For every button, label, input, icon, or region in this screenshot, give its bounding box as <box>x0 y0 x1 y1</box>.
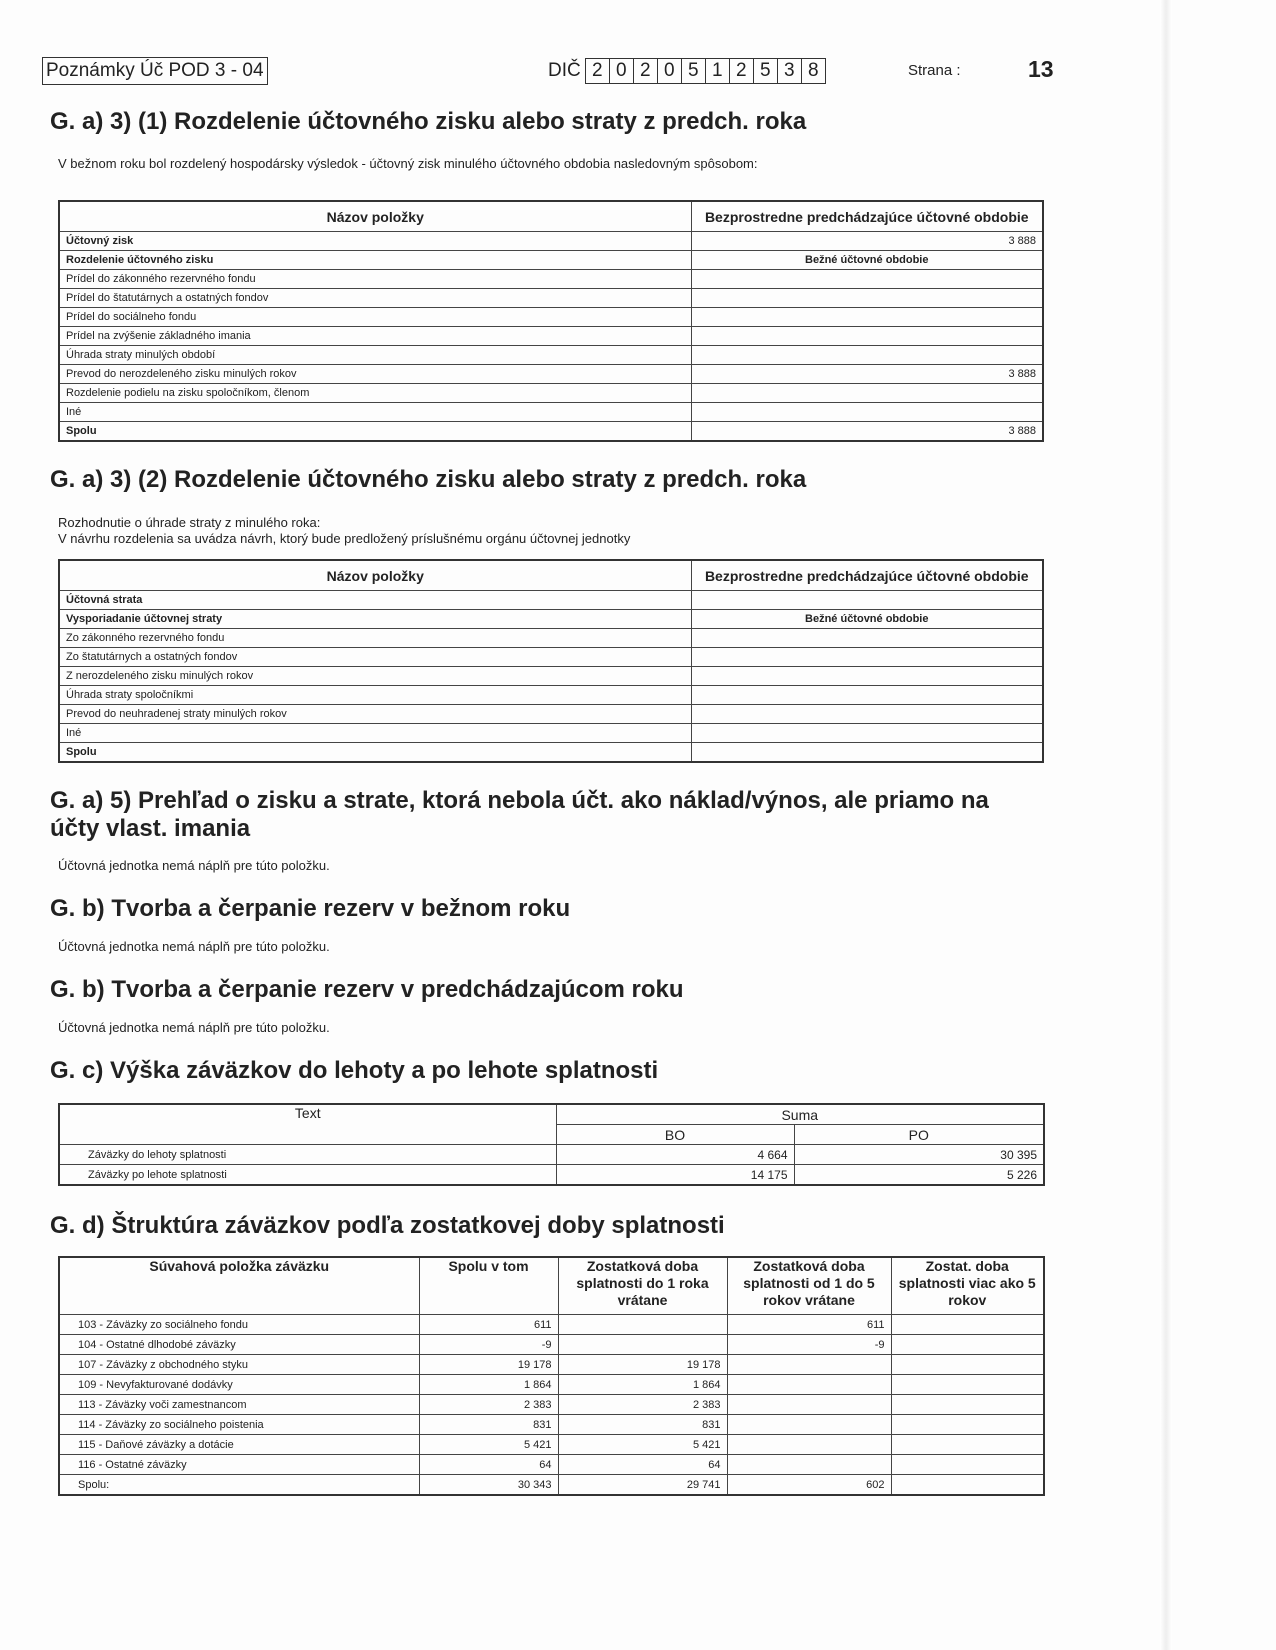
row-value <box>691 591 1043 610</box>
amount-cell <box>727 1355 891 1375</box>
row-value <box>691 686 1043 705</box>
row-label: 109 - Nevyfakturované dodávky <box>59 1375 419 1395</box>
table-row <box>59 1145 1044 1165</box>
section-title: G. b) Tvorba a čerpanie rezerv v bežnom roku <box>50 895 571 922</box>
col-header: Názov položky <box>59 560 691 591</box>
dic-digits <box>585 58 826 84</box>
amount-cell <box>891 1455 1044 1475</box>
amount-cell: 5 421 <box>419 1435 558 1455</box>
amount-cell <box>727 1395 891 1415</box>
amount-cell: 2 383 <box>558 1395 727 1415</box>
row-value <box>691 743 1043 763</box>
section-note: Účtovná jednotka nemá náplň pre túto položku. <box>58 1020 330 1035</box>
section-note: V bežnom roku bol rozdelený hospodársky výsledok - účtovný zisk minulého účtovného obdobia nasledovným spôsobom: <box>58 156 758 171</box>
amount-cell <box>727 1415 891 1435</box>
table-row <box>59 1455 1044 1475</box>
row-label: Rozdelenie účtovného zisku <box>59 251 691 270</box>
dic-digit: 1 <box>706 59 730 83</box>
amount-cell: 5 421 <box>558 1435 727 1455</box>
amount-cell <box>558 1315 727 1335</box>
row-value: Bežné účtovné obdobie <box>691 251 1043 270</box>
row-label: 103 - Záväzky zo sociálneho fondu <box>59 1315 419 1335</box>
loss-settlement-table <box>58 559 1044 763</box>
dic-digit: 2 <box>634 59 658 83</box>
row-label: 114 - Záväzky zo sociálneho poistenia <box>59 1415 419 1435</box>
amount-cell: 19 178 <box>558 1355 727 1375</box>
row-label: Záväzky po lehote splatnosti <box>59 1165 556 1186</box>
amount-cell <box>891 1395 1044 1415</box>
row-value <box>691 724 1043 743</box>
row-value <box>691 705 1043 724</box>
table-row <box>59 384 1043 403</box>
row-label: Účtovná strata <box>59 591 691 610</box>
dic-digit: 8 <box>807 60 819 81</box>
row-value <box>691 648 1043 667</box>
amount-cell: 19 178 <box>419 1355 558 1375</box>
row-label: 107 - Záväzky z obchodného styku <box>59 1355 419 1375</box>
amount-cell <box>727 1375 891 1395</box>
row-value <box>691 403 1043 422</box>
row-label: Prídel na zvýšenie základného imania <box>59 327 691 346</box>
table-row <box>59 232 1043 251</box>
table-row <box>59 743 1043 763</box>
row-label: 116 - Ostatné záväzky <box>59 1455 419 1475</box>
amount-cell <box>891 1475 1044 1496</box>
table-row <box>59 289 1043 308</box>
section-note: Rozhodnutie o úhrade straty z minulého roka: <box>58 515 321 530</box>
row-label: Z nerozdeleného zisku minulých rokov <box>59 667 691 686</box>
table-row <box>59 308 1043 327</box>
dic-label: DIČ <box>548 60 581 81</box>
row-label: Vysporiadanie účtovnej straty <box>59 610 691 629</box>
row-label: Spolu: <box>59 1475 419 1496</box>
row-value <box>691 667 1043 686</box>
row-label: Prídel do zákonného rezervného fondu <box>59 270 691 289</box>
col-header: Text <box>59 1104 556 1145</box>
col-header: Názov položky <box>59 201 691 232</box>
amount-cell <box>891 1435 1044 1455</box>
amount-cell: 831 <box>419 1415 558 1435</box>
table-row <box>59 346 1043 365</box>
row-label: Úhrada straty spoločníkmi <box>59 686 691 705</box>
amount-cell: 29 741 <box>558 1475 727 1496</box>
row-label: 115 - Daňové záväzky a dotácie <box>59 1435 419 1455</box>
table-row <box>59 403 1043 422</box>
amount-cell: 611 <box>727 1315 891 1335</box>
table-row <box>59 1395 1044 1415</box>
po-value: 5 226 <box>794 1165 1044 1186</box>
table-row <box>59 591 1043 610</box>
section-title: G. a) 5) Prehľad o zisku a strate, ktorá nebola účt. ako náklad/výnos, ale priamo na účty vlast. imania <box>50 787 989 842</box>
table-row <box>59 1415 1044 1435</box>
amount-cell: -9 <box>727 1335 891 1355</box>
table-row <box>59 667 1043 686</box>
dic-digit: 0 <box>610 59 634 83</box>
section-title: G. d) Štruktúra záväzkov podľa zostatkovej doby splatnosti <box>50 1212 725 1239</box>
row-label: Iné <box>59 724 691 743</box>
amount-cell: 64 <box>419 1455 558 1475</box>
amount-cell <box>891 1415 1044 1435</box>
row-value <box>691 270 1043 289</box>
form-id: Poznámky Úč POD 3 - 04 <box>42 57 268 85</box>
row-value <box>691 629 1043 648</box>
col-header: Bezprostredne predchádzajúce účtovné obdobie <box>691 201 1043 232</box>
row-value <box>691 346 1043 365</box>
col-header: Zostatková doba splatnosti od 1 do 5 rokov vrátane <box>727 1257 891 1315</box>
col-header: Zostatková doba splatnosti do 1 roka vrátane <box>558 1257 727 1315</box>
amount-cell <box>891 1375 1044 1395</box>
section-note: V návrhu rozdelenia sa uvádza návrh, ktorý bude predložený príslušnému orgánu účtovnej jednotky <box>58 531 631 546</box>
table-row <box>59 1335 1044 1355</box>
amount-cell: 602 <box>727 1475 891 1496</box>
table-row <box>59 365 1043 384</box>
amount-cell: 30 343 <box>419 1475 558 1496</box>
liabilities-structure-table <box>58 1256 1045 1496</box>
row-label: Prídel do sociálneho fondu <box>59 308 691 327</box>
table-row <box>59 629 1043 648</box>
row-label: Účtovný zisk <box>59 232 691 251</box>
col-header: Súvahová položka záväzku <box>59 1257 419 1315</box>
row-label: Zo štatutárnych a ostatných fondov <box>59 648 691 667</box>
dic-digit: 2 <box>586 59 610 83</box>
dic-digit: 2 <box>730 59 754 83</box>
table-row <box>59 610 1043 629</box>
section-title: G. a) 3) (2) Rozdelenie účtovného zisku alebo straty z predch. roka <box>50 466 807 493</box>
row-label: Úhrada straty minulých období <box>59 346 691 365</box>
amount-cell <box>891 1335 1044 1355</box>
row-value <box>691 308 1043 327</box>
table-row <box>59 1355 1044 1375</box>
row-label: 113 - Záväzky voči zamestnancom <box>59 1395 419 1415</box>
amount-cell <box>891 1355 1044 1375</box>
table-row <box>59 1375 1044 1395</box>
table-row <box>59 422 1043 442</box>
row-label: Spolu <box>59 422 691 442</box>
table-row <box>59 705 1043 724</box>
amount-cell: -9 <box>419 1335 558 1355</box>
amount-cell <box>891 1315 1044 1335</box>
col-header: Bezprostredne predchádzajúce účtovné obdobie <box>691 560 1043 591</box>
table-row <box>59 1475 1044 1496</box>
col-header: Zostat. doba splatnosti viac ako 5 rokov <box>891 1257 1044 1315</box>
row-label: 104 - Ostatné dlhodobé záväzky <box>59 1335 419 1355</box>
bo-value: 4 664 <box>556 1145 794 1165</box>
amount-cell: 1 864 <box>558 1375 727 1395</box>
row-label: Záväzky do lehoty splatnosti <box>59 1145 556 1165</box>
row-label: Rozdelenie podielu na zisku spoločníkom, členom <box>59 384 691 403</box>
row-label: Zo zákonného rezervného fondu <box>59 629 691 648</box>
section-title: G. c) Výška záväzkov do lehoty a po lehote splatnosti <box>50 1057 659 1084</box>
amount-cell: 64 <box>558 1455 727 1475</box>
col-header: PO <box>794 1125 1044 1145</box>
section-title: G. a) 3) (1) Rozdelenie účtovného zisku alebo straty z predch. roka <box>50 108 807 135</box>
amount-cell: 2 383 <box>419 1395 558 1415</box>
scan-edge <box>1160 0 1172 1650</box>
row-value <box>691 384 1043 403</box>
amount-cell <box>727 1435 891 1455</box>
section-note: Účtovná jednotka nemá náplň pre túto položku. <box>58 939 330 954</box>
amount-cell <box>558 1335 727 1355</box>
po-value: 30 395 <box>794 1145 1044 1165</box>
liabilities-maturity-table <box>58 1103 1045 1186</box>
row-label: Prídel do štatutárnych a ostatných fondov <box>59 289 691 308</box>
row-label: Prevod do nerozdeleného zisku minulých rokov <box>59 365 691 384</box>
dic-digit: 5 <box>754 59 778 83</box>
dic-digit: 0 <box>658 59 682 83</box>
table-row <box>59 648 1043 667</box>
amount-cell: 611 <box>419 1315 558 1335</box>
section-note: Účtovná jednotka nemá náplň pre túto položku. <box>58 858 330 873</box>
section-title: G. b) Tvorba a čerpanie rezerv v predchádzajúcom roku <box>50 976 684 1003</box>
table-row <box>59 1165 1044 1186</box>
bo-value: 14 175 <box>556 1165 794 1186</box>
col-header: Spolu v tom <box>419 1257 558 1315</box>
amount-cell: 831 <box>558 1415 727 1435</box>
table-row <box>59 270 1043 289</box>
row-value: 3 888 <box>691 365 1043 384</box>
page-label: Strana : <box>908 62 961 79</box>
dic-digit: 3 <box>778 59 802 83</box>
table-row <box>59 686 1043 705</box>
table-row <box>59 327 1043 346</box>
row-label: Iné <box>59 403 691 422</box>
amount-cell: 1 864 <box>419 1375 558 1395</box>
dic-field <box>548 58 826 84</box>
col-header: Suma <box>556 1104 1044 1125</box>
table-row <box>59 724 1043 743</box>
row-value: Bežné účtovné obdobie <box>691 610 1043 629</box>
col-header: BO <box>556 1125 794 1145</box>
row-label: Spolu <box>59 743 691 763</box>
row-value <box>691 289 1043 308</box>
page-number: 13 <box>1028 56 1054 82</box>
row-value: 3 888 <box>691 422 1043 442</box>
row-value: 3 888 <box>691 232 1043 251</box>
row-label: Prevod do neuhradenej straty minulých rokov <box>59 705 691 724</box>
table-row <box>59 1435 1044 1455</box>
amount-cell <box>727 1455 891 1475</box>
table-row <box>59 1315 1044 1335</box>
table-row <box>59 251 1043 270</box>
dic-digit: 5 <box>682 59 706 83</box>
row-value <box>691 327 1043 346</box>
profit-distribution-table <box>58 200 1044 442</box>
